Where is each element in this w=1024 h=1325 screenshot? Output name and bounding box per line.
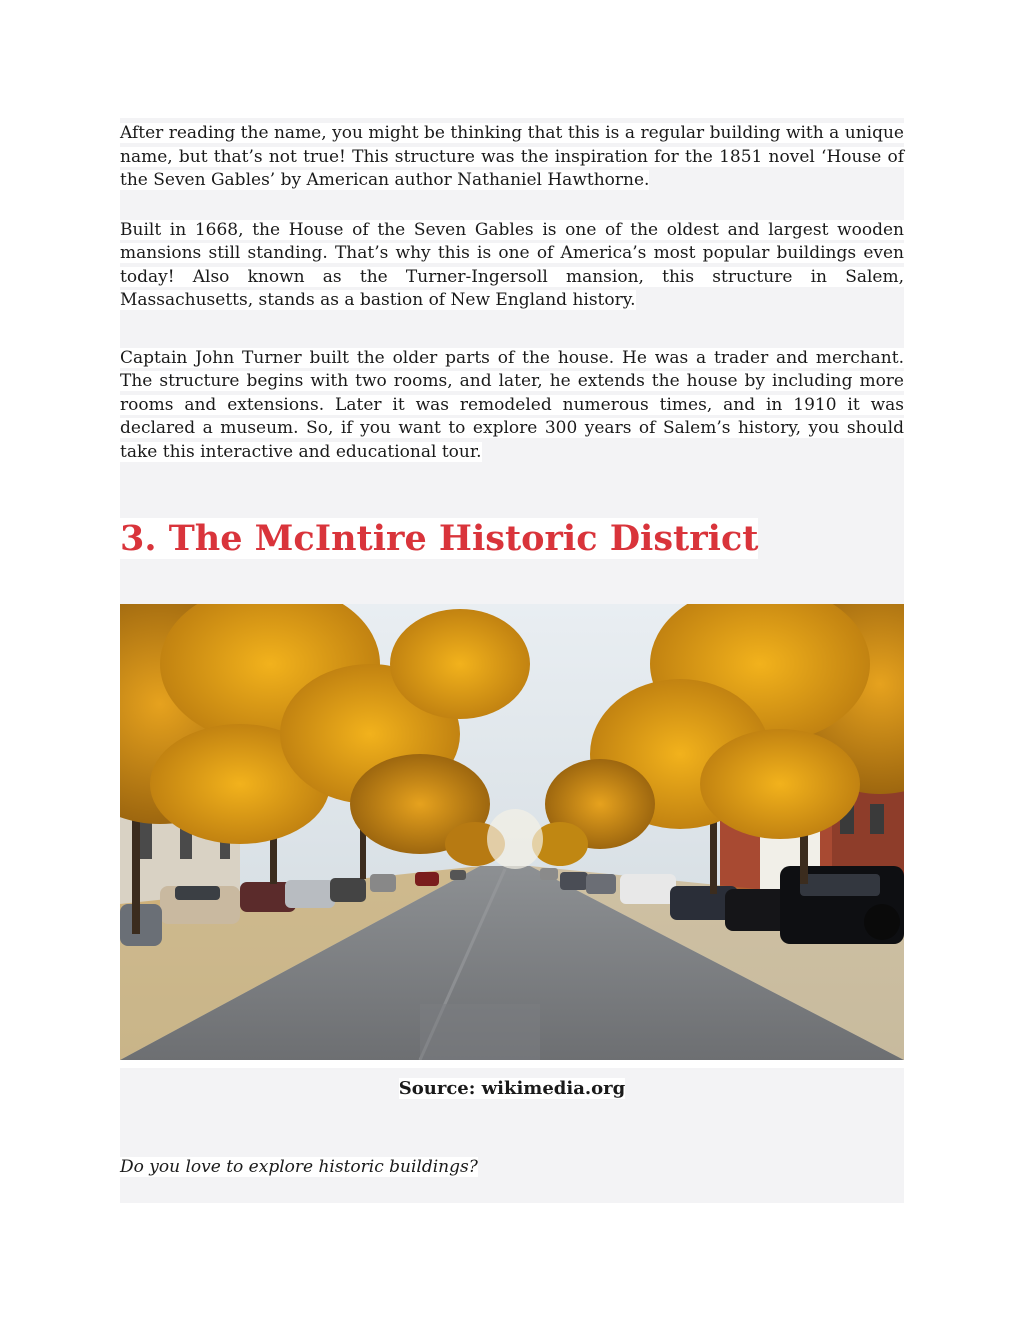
paragraph-block-3 [120, 347, 904, 515]
street-photo [120, 604, 904, 1060]
article-content [120, 118, 904, 1203]
paragraph-text: Captain John Turner built the older parts of the house. He was a trader and merchant. The structure begins with two rooms, and later, he extends the house by including more rooms and extensions. Later it was remodeled numerous times, and in 1910 it was declared a museum. So, if you want to explore 300 years of Salem’s history, you should take this interactive and educational tour. [120, 347, 904, 462]
closing-question-block [120, 1157, 904, 1203]
paragraph-block-1 [120, 118, 904, 219]
paragraph [120, 118, 904, 219]
section-heading [120, 514, 904, 604]
heading-block [120, 514, 904, 604]
closing-question: Do you love to explore historic buildings? [120, 1157, 478, 1177]
section-heading-text: 3. The McIntire Historic District [120, 518, 759, 559]
figure-caption-block [120, 1068, 904, 1157]
paragraph-text: After reading the name, you might be thinking that this is a regular building with a unique name, but that’s not true! This structure was the inspiration for the 1851 novel ‘House of the Seven Gables’ by American author Nathaniel Hawthorne. [120, 123, 904, 190]
paragraph [120, 219, 904, 347]
paragraph-block-2 [120, 219, 904, 347]
paragraph-text: Built in 1668, the House of the Seven Gables is one of the oldest and largest wooden mansions still standing. That’s why this is one of America’s most popular buildings even today! Also known as the Turner-Ingersoll mansion, this structure in Salem, Massachusetts, stands as a bastion of New England history. [120, 219, 904, 310]
street-photo-illustration [120, 604, 904, 1060]
figure-caption: Source: wikimedia.org [398, 1078, 626, 1099]
paragraph [120, 347, 904, 515]
